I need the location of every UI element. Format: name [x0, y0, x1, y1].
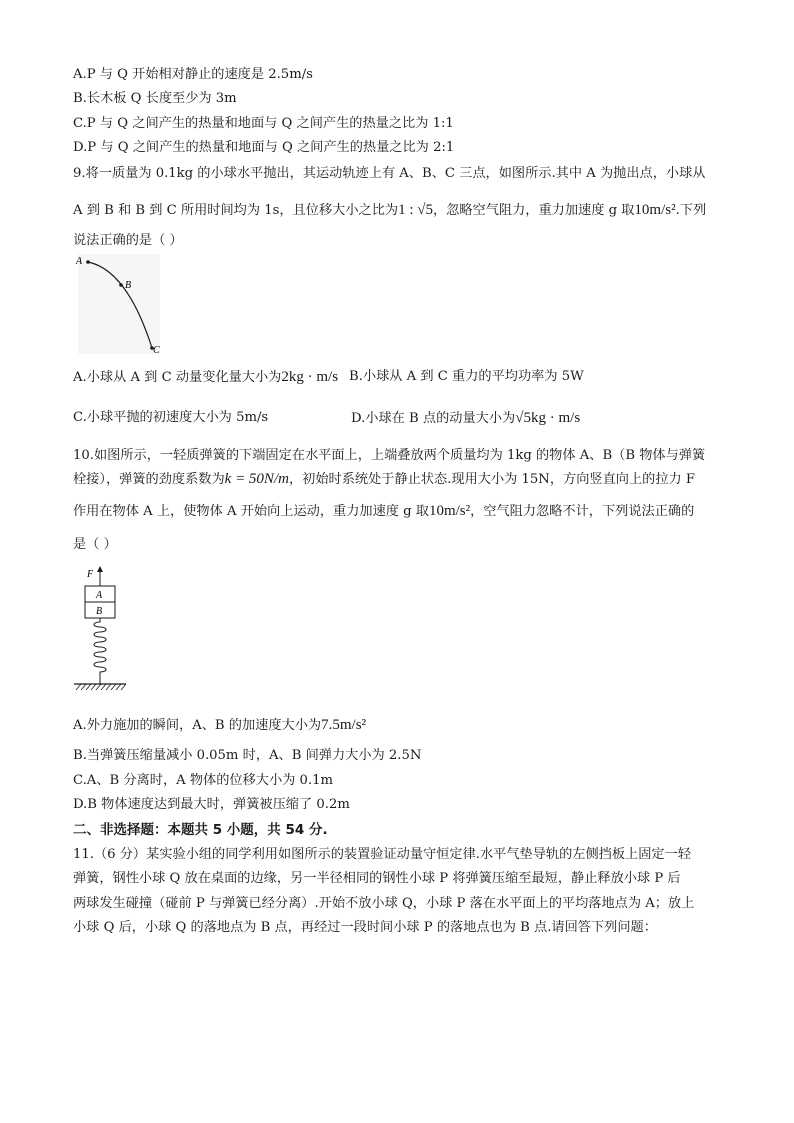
q10-stem-line-1: 10.如图所示，一轻质弹簧的下端固定在水平面上，上端叠放两个质量均为 1kg 的物体 A、B（B 物体与弹簧 — [73, 448, 706, 463]
ground-hatch — [76, 684, 126, 690]
q9-stem-line-1: 9.将一质量为 0.1kg 的小球水平抛出，其运动轨迹上有 A、B、C 三点，如图所示.其中 A 为抛出点，小球从 — [73, 166, 706, 181]
q9-option-a-value: 2kg · m/s — [281, 369, 339, 385]
q9-option-d-value: √5kg · m/s — [515, 410, 581, 426]
q9-g-value: 10m/s² — [634, 202, 676, 218]
q11-line-1: 11.（6 分）某实验小组的同学利用如图所示的装置验证动量守恒定律.水平气垫导轨的左侧挡板上固定一轻 — [73, 847, 691, 862]
q9-option-d — [351, 410, 580, 427]
q10-option-a-value: 7.5m/s² — [321, 717, 367, 733]
q10-option-a-text: A.外力施加的瞬间，A、B 的加速度大小为 — [73, 718, 322, 733]
q8-option-b: B.长木板 Q 长度至少为 3m — [73, 91, 237, 106]
block-a-label: A — [96, 590, 103, 601]
q10-spring-figure — [70, 560, 130, 692]
q9-option-a-text: A.小球从 A 到 C 动量变化量大小为 — [73, 370, 282, 385]
q9-stem-text-c: .下列 — [675, 203, 707, 218]
q9-option-b: B.小球从 A 到 C 重力的平均功率为 5W — [349, 369, 584, 384]
figure-background — [78, 254, 160, 354]
q9-options-ab — [73, 369, 338, 386]
q10-g-value: 10m/s² — [428, 503, 471, 519]
q10-option-a — [73, 717, 366, 734]
q9-trajectory-figure — [72, 252, 167, 357]
q9-ratio-formula: 1 : √5 — [398, 202, 433, 218]
q10-stem-text-a: 栓接），弹簧的劲度系数为 — [73, 472, 225, 487]
q10-stem-line-4: 是（ ） — [73, 537, 117, 552]
q10-stem-line-3 — [73, 503, 694, 520]
section-2-heading: 二、非选择题：本题共 5 小题，共 54 分. — [73, 822, 328, 838]
q10-stem-text-c: 作用在物体 A 上，使物体 A 开始向上运动，重力加速度 g 取 — [73, 504, 429, 519]
spring-coil — [94, 618, 106, 684]
q8-option-a: A.P 与 Q 开始相对静止的速度是 2.5m/s — [73, 67, 313, 82]
q9-option-d-text: D.小球在 B 点的动量大小为 — [351, 411, 516, 426]
q8-option-c: C.P 与 Q 之间产生的热量和地面与 Q 之间产生的热量之比为 1:1 — [73, 116, 454, 131]
q9-stem-text-b: ，忽略空气阻力，重力加速度 g 取 — [432, 203, 635, 218]
q10-k-formula: k = 50N/m — [224, 471, 289, 487]
q9-option-c: C.小球平抛的初速度大小为 5m/s — [73, 410, 269, 425]
force-arrow-head — [97, 566, 103, 572]
q9-stem-line-3: 说法正确的是（ ） — [73, 233, 183, 248]
point-b-dot — [119, 283, 123, 287]
q11-line-3: 两球发生碰撞（碰前 P 与弹簧已经分离）.开始不放小球 Q，小球 P 落在水平面上的平均落地点为 A；放上 — [73, 896, 695, 911]
q9-stem-text-a: A 到 B 和 B 到 C 所用时间均为 1s，且位移大小之比为 — [73, 203, 399, 218]
point-c-label: C — [153, 345, 160, 356]
q10-option-c: C.A、B 分离时，A 物体的位移大小为 0.1m — [73, 773, 334, 788]
block-b-label: B — [96, 606, 103, 617]
point-a-dot — [86, 260, 90, 264]
q11-line-4: 小球 Q 后，小球 Q 的落地点为 B 点，再经过一段时间小球 P 的落地点也为 B 点.请回答下列问题： — [73, 920, 657, 935]
point-a-label: A — [76, 256, 83, 267]
q10-stem-text-d: ，空气阻力忽略不计，下列说法正确的 — [470, 504, 695, 519]
q10-stem-line-2 — [73, 471, 695, 488]
q8-option-d: D.P 与 Q 之间产生的热量和地面与 Q 之间产生的热量之比为 2:1 — [73, 140, 455, 155]
q10-stem-text-b: ，初始时系统处于静止状态.现用大小为 15N，方向竖直向上的拉力 F — [288, 472, 696, 487]
q10-option-d: D.B 物体速度达到最大时，弹簧被压缩了 0.2m — [73, 797, 350, 812]
q11-line-2: 弹簧，钢性小球 Q 放在桌面的边缘，另一半径相同的钢性小球 P 将弹簧压缩至最短，静止释放小球 P 后 — [73, 871, 681, 886]
q9-stem-line-2 — [73, 202, 706, 219]
force-f-label: F — [87, 569, 94, 580]
point-b-label: B — [125, 280, 132, 291]
q10-option-b: B.当弹簧压缩量减小 0.05m 时，A、B 间弹力大小为 2.5N — [73, 748, 422, 763]
